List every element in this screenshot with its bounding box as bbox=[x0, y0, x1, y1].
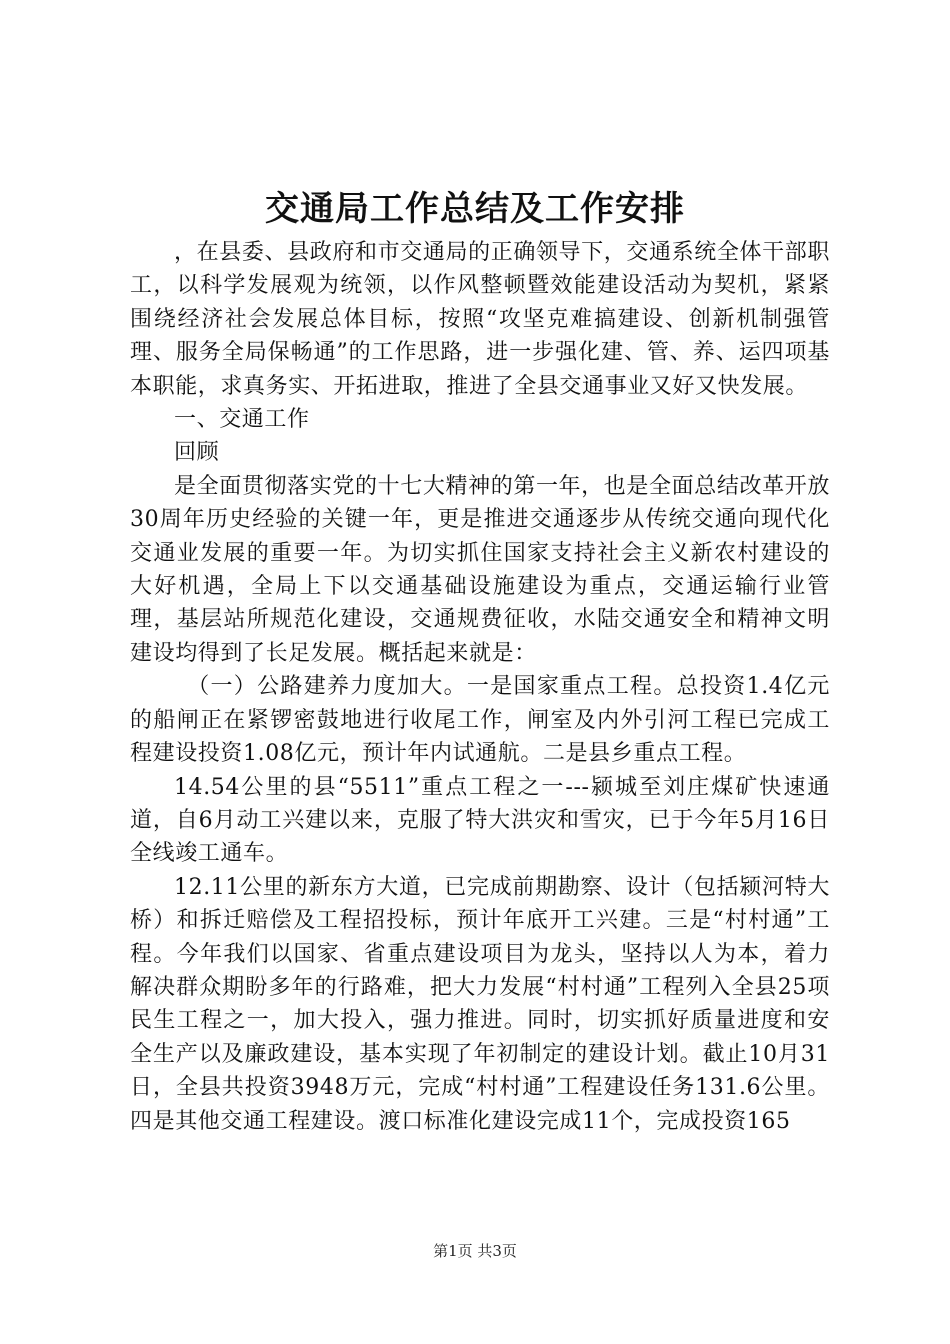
highway-paragraph: （一）公路建养力度加大。一是国家重点工程。总投资1.4亿元的船闸正在紧锣密鼓地进行收尾工作，闸室及内外引河工程已完成工程建设投资1.08亿元，预计年内试通航。二是县乡重点工程。 bbox=[130, 674, 830, 767]
intro-paragraph: ，在县委、县政府和市交通局的正确领导下，交通系统全体干部职工，以科学发展观为统领，以作风整顿暨效能建设活动为契机，紧紧围绕经济社会发展总体目标，按照“攻坚克难搞建设、创新机制强管理、服务全局保畅通”的工作思路，进一步强化建、管、养、运四项基本职能，求真务实、开拓进取，推进了全县交通事业又好又快发展。 bbox=[130, 240, 830, 399]
document-body bbox=[130, 236, 830, 1138]
overview-paragraph: 是全面贯彻落实党的十七大精神的第一年，也是全面总结改革开放30周年历史经验的关键一年，更是推进交通逐步从传统交通向现代化交通业发展的重要一年。为切实抓住国家支持社会主义新农村建设的大好机遇，全局上下以交通基础设施建设为重点，交通运输行业管理，基层站所规范化建设，交通规费征收，水陆交通安全和精神文明建设均得到了长足发展。概括起来就是： bbox=[130, 473, 830, 666]
expressway-paragraph: 14.54公里的县“5511”重点工程之一---颍城至刘庄煤矿快速通道，自6月动工兴建以来，克服了特大洪灾和雪灾，已于今年5月16日全线竣工通车。 bbox=[130, 774, 830, 867]
subsection-heading: 回顾 bbox=[174, 440, 220, 466]
section-heading: 一、交通工作 bbox=[174, 407, 310, 433]
avenue-paragraph: 12.11公里的新东方大道，已完成前期勘察、设计（包括颍河特大桥）和拆迁赔偿及工程招投标，预计年底开工兴建。三是“村村通”工程。今年我们以国家、省重点建设项目为龙头，坚持以人为本，着力解决群众期盼多年的行路难，把大力发展“村村通”工程列入全县25项民生工程之一，加大投入，强力推进。同时，切实抓好质量进度和安全生产以及廉政建设，基本实现了年初制定的建设计划。截止10月31日，全县共投资3948万元，完成“村村通”工程建设任务131.6公里。四是其他交通工程建设。渡口标准化建设完成11个，完成投资165 bbox=[130, 874, 830, 1134]
document-title: 交通局工作总结及工作安排 bbox=[265, 189, 685, 229]
page-footer: 第1页 共3页 bbox=[433, 1242, 517, 1260]
